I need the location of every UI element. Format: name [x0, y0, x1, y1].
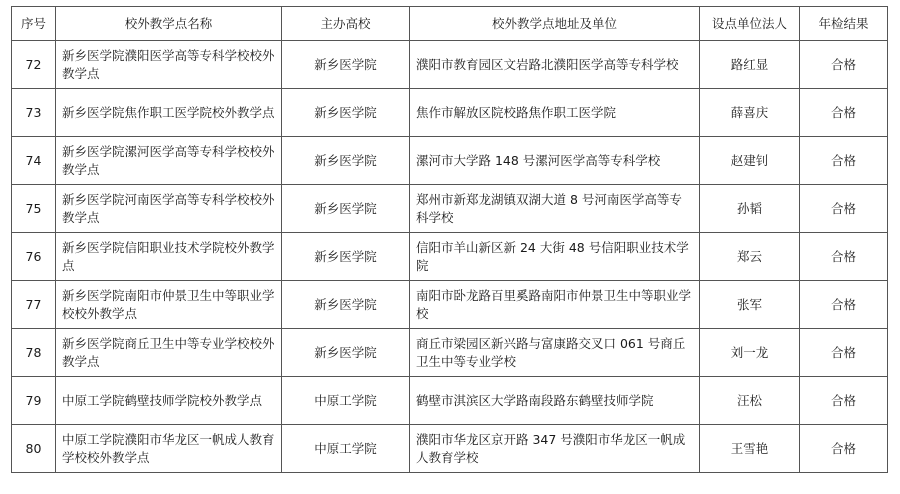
host-university-cell: 新乡医学院: [282, 41, 410, 89]
site-name-cell: 新乡医学院南阳市仲景卫生中等职业学校校外教学点: [56, 281, 282, 329]
result-cell: 合格: [800, 185, 888, 233]
result-cell: 合格: [800, 137, 888, 185]
address-cell: 信阳市羊山新区新 24 大街 48 号信阳职业技术学院: [410, 233, 700, 281]
header-site-name: 校外教学点名称: [56, 7, 282, 41]
result-cell: 合格: [800, 281, 888, 329]
result-cell: 合格: [800, 233, 888, 281]
result-cell: 合格: [800, 41, 888, 89]
serial-cell: 73: [12, 89, 56, 137]
serial-cell: 80: [12, 425, 56, 473]
site-name-cell: 新乡医学院焦作职工医学院校外教学点: [56, 89, 282, 137]
header-address: 校外教学点地址及单位: [410, 7, 700, 41]
serial-cell: 77: [12, 281, 56, 329]
result-cell: 合格: [800, 89, 888, 137]
address-cell: 漯河市大学路 148 号漯河医学高等专科学校: [410, 137, 700, 185]
site-name-cell: 新乡医学院信阳职业技术学院校外教学点: [56, 233, 282, 281]
legal-person-cell: 赵建钊: [700, 137, 800, 185]
serial-cell: 72: [12, 41, 56, 89]
serial-cell: 79: [12, 377, 56, 425]
table-row: [12, 41, 888, 89]
table-row: [12, 425, 888, 473]
address-cell: 濮阳市华龙区京开路 347 号濮阳市华龙区一帆成人教育学校: [410, 425, 700, 473]
host-university-cell: 新乡医学院: [282, 281, 410, 329]
table-row: [12, 377, 888, 425]
table-row: [12, 137, 888, 185]
host-university-cell: 中原工学院: [282, 377, 410, 425]
address-cell: 鹤壁市淇滨区大学路南段路东鹤壁技师学院: [410, 377, 700, 425]
host-university-cell: 新乡医学院: [282, 137, 410, 185]
host-university-cell: 中原工学院: [282, 425, 410, 473]
legal-person-cell: 刘一龙: [700, 329, 800, 377]
header-inspection-result: 年检结果: [800, 7, 888, 41]
table-row: [12, 233, 888, 281]
legal-person-cell: 孙韬: [700, 185, 800, 233]
host-university-cell: 新乡医学院: [282, 89, 410, 137]
table-row: [12, 329, 888, 377]
serial-cell: 78: [12, 329, 56, 377]
host-university-cell: 新乡医学院: [282, 233, 410, 281]
table-row: [12, 89, 888, 137]
legal-person-cell: 薛喜庆: [700, 89, 800, 137]
host-university-cell: 新乡医学院: [282, 185, 410, 233]
legal-person-cell: 郑云: [700, 233, 800, 281]
site-name-cell: 中原工学院濮阳市华龙区一帆成人教育学校校外教学点: [56, 425, 282, 473]
serial-cell: 76: [12, 233, 56, 281]
site-name-cell: 新乡医学院漯河医学高等专科学校校外教学点: [56, 137, 282, 185]
teaching-sites-table: [11, 6, 888, 473]
header-host-university: 主办高校: [282, 7, 410, 41]
host-university-cell: 新乡医学院: [282, 329, 410, 377]
address-cell: 焦作市解放区院校路焦作职工医学院: [410, 89, 700, 137]
site-name-cell: 新乡医学院河南医学高等专科学校校外教学点: [56, 185, 282, 233]
site-name-cell: 新乡医学院濮阳医学高等专科学校校外教学点: [56, 41, 282, 89]
site-name-cell: 中原工学院鹤壁技师学院校外教学点: [56, 377, 282, 425]
address-cell: 郑州市新郑龙湖镇双湖大道 8 号河南医学高等专科学校: [410, 185, 700, 233]
serial-cell: 74: [12, 137, 56, 185]
result-cell: 合格: [800, 425, 888, 473]
table-header-row: [12, 7, 888, 41]
address-cell: 商丘市梁园区新兴路与富康路交叉口 061 号商丘卫生中等专业学校: [410, 329, 700, 377]
address-cell: 南阳市卧龙路百里奚路南阳市仲景卫生中等职业学校: [410, 281, 700, 329]
site-name-cell: 新乡医学院商丘卫生中等专业学校校外教学点: [56, 329, 282, 377]
header-serial: 序号: [12, 7, 56, 41]
legal-person-cell: 张军: [700, 281, 800, 329]
address-cell: 濮阳市教育园区文岩路北濮阳医学高等专科学校: [410, 41, 700, 89]
result-cell: 合格: [800, 329, 888, 377]
table-row: [12, 185, 888, 233]
result-cell: 合格: [800, 377, 888, 425]
legal-person-cell: 汪松: [700, 377, 800, 425]
legal-person-cell: 王雪艳: [700, 425, 800, 473]
table-row: [12, 281, 888, 329]
header-legal-person: 设点单位法人: [700, 7, 800, 41]
legal-person-cell: 路红显: [700, 41, 800, 89]
serial-cell: 75: [12, 185, 56, 233]
